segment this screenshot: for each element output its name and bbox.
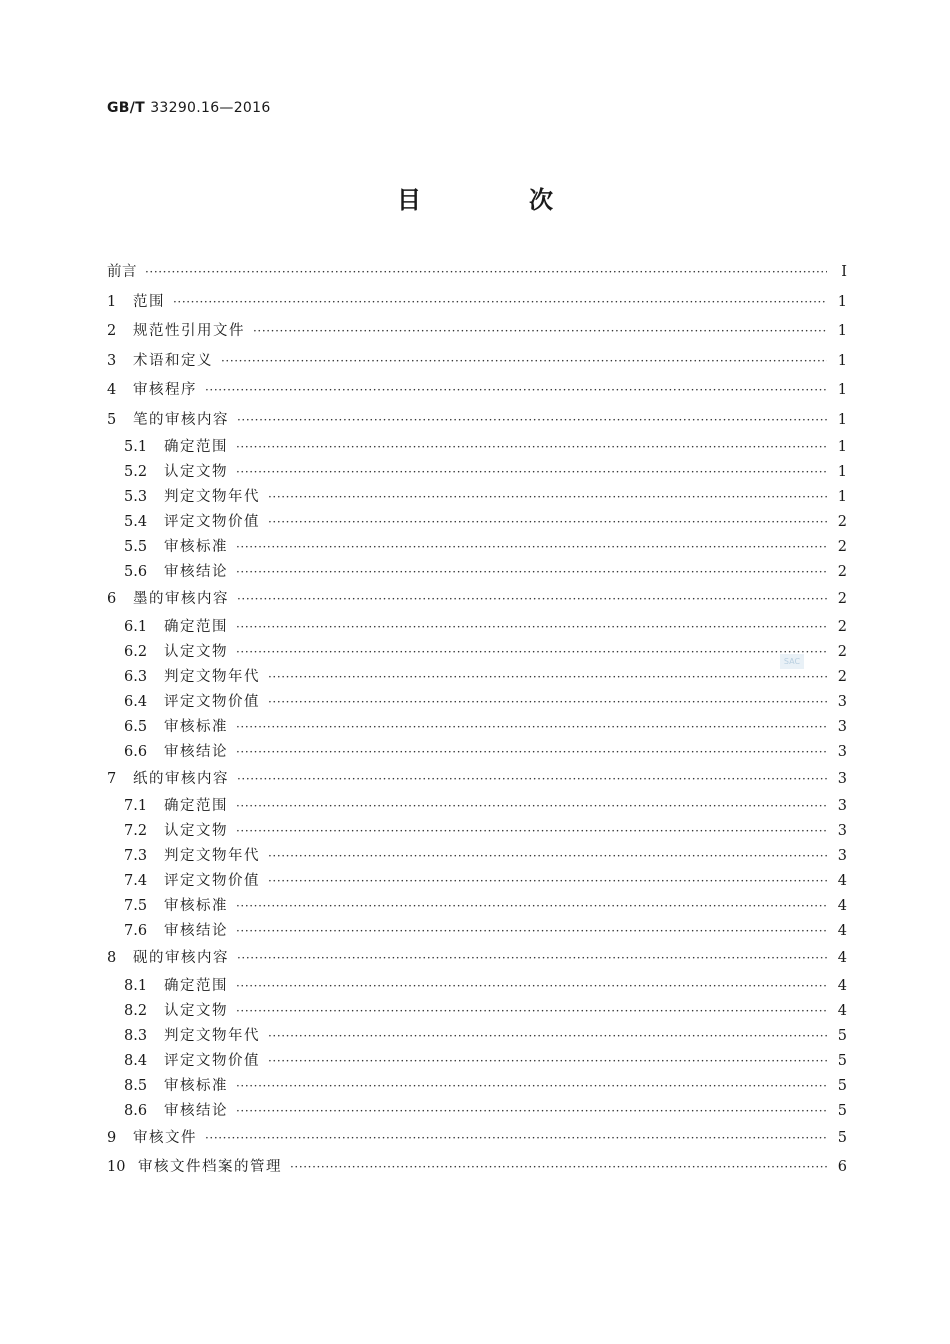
toc-leader-dots <box>236 919 827 944</box>
toc-page-number: 2 <box>837 668 847 685</box>
toc-leader-dots <box>236 1099 827 1124</box>
toc-entry[interactable] <box>107 317 847 347</box>
toc-leader-dots <box>237 406 827 436</box>
toc-subentry[interactable] <box>107 615 847 640</box>
toc-entry-number: 7.1 <box>124 798 148 814</box>
toc-entry-label: 砚的审核内容 <box>133 950 229 966</box>
toc-entry-number: 7.2 <box>124 823 148 839</box>
toc-leader-dots <box>236 560 827 585</box>
toc-entry-number: 3 <box>107 352 117 369</box>
toc-leader-dots <box>236 894 827 919</box>
toc-entry-number: 4 <box>107 382 117 398</box>
toc-entry-label: 审核标准 <box>164 539 228 555</box>
toc-entry-number: 5.1 <box>124 439 148 455</box>
toc-subentry[interactable] <box>107 690 847 715</box>
toc-entry-number: 6.1 <box>124 618 148 635</box>
toc-entry-number: 6.2 <box>124 643 148 660</box>
toc-subentry[interactable] <box>107 869 847 894</box>
toc-page-number: 1 <box>837 382 847 398</box>
toc-entry-label: 审核文件档案的管理 <box>138 1159 282 1175</box>
toc-entry-label: 评定文物价值 <box>164 693 260 710</box>
toc-page-number: 6 <box>837 1159 847 1175</box>
toc-entry-number: 10 <box>107 1159 126 1175</box>
toc-page-number: 4 <box>837 1002 847 1019</box>
toc-entry-label: 审核标准 <box>164 898 228 914</box>
toc-page-number: 2 <box>837 539 847 555</box>
toc-entry-label: 范围 <box>133 293 165 310</box>
toc-subentry[interactable] <box>107 1099 847 1124</box>
toc-page-number: 3 <box>837 770 847 787</box>
toc-entry-label: 确定范围 <box>164 977 228 994</box>
toc-leader-dots <box>268 1049 827 1074</box>
toc-leader-dots <box>205 376 827 406</box>
toc-leader-dots <box>205 1124 827 1154</box>
toc-leader-dots <box>236 715 827 740</box>
toc-entry-label: 认定文物 <box>164 643 228 660</box>
toc-page-number: 1 <box>837 464 847 480</box>
toc-entry-label: 纸的审核内容 <box>133 770 229 787</box>
standard-code <box>107 100 271 116</box>
toc-entry-label: 确定范围 <box>164 798 228 814</box>
page-title: 目 次 <box>397 186 595 214</box>
toc-page-number: 2 <box>837 618 847 635</box>
toc-entry[interactable] <box>107 406 847 436</box>
toc-page-number: 3 <box>837 743 847 760</box>
toc-leader-dots <box>236 999 827 1024</box>
toc-leader-dots <box>268 869 827 894</box>
toc-entry-label: 墨的审核内容 <box>133 591 229 607</box>
toc-page-number: 3 <box>837 718 847 735</box>
toc-entry-label: 评定文物价值 <box>164 1052 260 1069</box>
toc-leader-dots <box>221 347 827 377</box>
toc-page-number: 4 <box>837 950 847 966</box>
toc-entry-number: 5.3 <box>124 489 148 505</box>
toc-leader-dots <box>236 460 827 485</box>
toc-subentry[interactable] <box>107 640 847 665</box>
toc-entry-number: 6.3 <box>124 668 148 685</box>
toc-page-number: 3 <box>837 848 847 864</box>
toc-leader-dots <box>236 535 827 560</box>
toc-entry-label: 审核结论 <box>164 564 228 580</box>
toc-subentry[interactable] <box>107 485 847 510</box>
toc-subentry[interactable] <box>107 665 847 690</box>
toc-entry-label: 判定文物年代 <box>164 489 260 505</box>
toc-leader-dots <box>268 844 827 869</box>
toc-entry-number: 6.6 <box>124 743 148 760</box>
toc-page-number: 4 <box>837 923 847 939</box>
toc-entry[interactable] <box>107 944 847 974</box>
toc-leader-dots <box>236 794 827 819</box>
toc-leader-dots <box>236 435 827 460</box>
toc-entry-number: 6.4 <box>124 693 148 710</box>
toc-leader-dots <box>236 740 827 765</box>
toc-entry-label: 审核标准 <box>164 718 228 735</box>
toc-leader-dots <box>268 485 827 510</box>
toc-page-number: 1 <box>837 439 847 455</box>
toc-entry[interactable] <box>107 347 847 377</box>
toc-leader-dots <box>236 974 827 999</box>
toc-leader-dots <box>236 1074 827 1099</box>
toc-entry-label: 认定文物 <box>164 823 228 839</box>
toc-leader-dots <box>237 585 827 615</box>
toc-entry-number: 8.1 <box>124 977 148 994</box>
toc-subentry[interactable] <box>107 1024 847 1049</box>
toc-page-number: 5 <box>837 1129 847 1146</box>
toc-subentry[interactable] <box>107 894 847 919</box>
toc-entry-label: 审核结论 <box>164 743 228 760</box>
toc-entry[interactable] <box>107 288 847 318</box>
toc-subentry[interactable] <box>107 535 847 560</box>
toc-entry-label: 审核文件 <box>133 1129 197 1146</box>
toc-entry[interactable] <box>107 376 847 406</box>
toc-leader-dots <box>290 1153 827 1183</box>
toc-entry-label: 审核结论 <box>164 923 228 939</box>
toc-entry-label: 审核程序 <box>133 382 197 398</box>
toc-subentry[interactable] <box>107 740 847 765</box>
toc-entry-number: 8.2 <box>124 1002 148 1019</box>
toc-entry-label: 确定范围 <box>164 618 228 635</box>
toc-leader-dots <box>236 615 827 640</box>
toc-leader-dots <box>236 640 827 665</box>
toc-entry-label: 笔的审核内容 <box>133 411 229 428</box>
standard-number: 33290.16—2016 <box>150 100 271 116</box>
toc-entry-number: 8.4 <box>124 1052 148 1069</box>
toc-page-number: 5 <box>837 1077 847 1094</box>
toc-entry-number: 5 <box>107 411 117 428</box>
toc-subentry[interactable] <box>107 460 847 485</box>
toc-entry-number: 8.6 <box>124 1102 148 1119</box>
toc-entry-number: 1 <box>107 293 117 310</box>
toc-subentry[interactable] <box>107 1049 847 1074</box>
toc-entry[interactable] <box>107 765 847 795</box>
toc-entry-label: 认定文物 <box>164 464 228 480</box>
toc-page-number: 5 <box>837 1052 847 1069</box>
toc-subentry[interactable] <box>107 560 847 585</box>
toc-page-number: 2 <box>837 591 847 607</box>
toc-entry-number: 8 <box>107 950 117 966</box>
toc-subentry[interactable] <box>107 844 847 869</box>
toc-page-number: 2 <box>837 514 847 530</box>
toc-page-number: Ⅰ <box>841 264 847 280</box>
toc-entry-label: 评定文物价值 <box>164 873 260 889</box>
toc-subentry[interactable] <box>107 510 847 535</box>
toc-entry-label: 术语和定义 <box>133 352 213 369</box>
toc-subentry[interactable] <box>107 919 847 944</box>
standard-prefix: GB/T <box>107 100 146 116</box>
toc-page-number: 3 <box>837 798 847 814</box>
toc-entry-label: 评定文物价值 <box>164 514 260 530</box>
toc-leader-dots <box>145 258 827 288</box>
toc-leader-dots <box>268 1024 827 1049</box>
toc-page-number: 2 <box>837 564 847 580</box>
toc-entry-label: 审核标准 <box>164 1077 228 1094</box>
toc-subentry[interactable] <box>107 715 847 740</box>
toc-leader-dots <box>268 665 827 690</box>
toc-subentry[interactable] <box>107 974 847 999</box>
toc-entry-number: 7.5 <box>124 898 148 914</box>
toc-entry-label: 审核结论 <box>164 1102 228 1119</box>
toc-page-number: 1 <box>837 411 847 428</box>
toc-entry-number: 2 <box>107 323 117 339</box>
toc-entry-number: 8.5 <box>124 1077 148 1094</box>
toc-subentry[interactable] <box>107 999 847 1024</box>
toc-entry-number: 9 <box>107 1129 117 1146</box>
toc-entry-label: 确定范围 <box>164 439 228 455</box>
toc-page-number: 1 <box>837 352 847 369</box>
toc-page-number: 5 <box>837 1102 847 1119</box>
toc-entry-number: 5.5 <box>124 539 148 555</box>
toc-entry-number: 5.2 <box>124 464 148 480</box>
toc-entry-label: 认定文物 <box>164 1002 228 1019</box>
table-of-contents <box>107 258 847 1183</box>
toc-entry-number: 5.6 <box>124 564 148 580</box>
toc-entry-number: 7.6 <box>124 923 148 939</box>
toc-entry[interactable] <box>107 258 847 288</box>
toc-entry-number: 8.3 <box>124 1027 148 1044</box>
toc-page-number: 4 <box>837 977 847 994</box>
toc-leader-dots <box>237 944 827 974</box>
sac-watermark: SAC <box>780 654 804 669</box>
toc-subentry[interactable] <box>107 435 847 460</box>
toc-page-number: 3 <box>837 823 847 839</box>
toc-leader-dots <box>236 819 827 844</box>
toc-entry[interactable] <box>107 1124 847 1154</box>
toc-page-number: 3 <box>837 693 847 710</box>
toc-entry-label: 规范性引用文件 <box>133 323 245 339</box>
toc-entry-label: 判定文物年代 <box>164 668 260 685</box>
toc-entry-number: 6 <box>107 591 117 607</box>
toc-leader-dots <box>268 510 827 535</box>
toc-entry[interactable] <box>107 585 847 615</box>
toc-subentry[interactable] <box>107 794 847 819</box>
toc-entry-number: 7 <box>107 770 117 787</box>
toc-subentry[interactable] <box>107 1074 847 1099</box>
toc-entry-number: 7.3 <box>124 848 148 864</box>
toc-entry-number: 5.4 <box>124 514 148 530</box>
toc-page-number: 1 <box>837 323 847 339</box>
toc-entry-label: 判定文物年代 <box>164 1027 260 1044</box>
toc-entry[interactable] <box>107 1153 847 1183</box>
toc-page-number: 1 <box>837 293 847 310</box>
toc-leader-dots <box>253 317 827 347</box>
toc-page-number: 1 <box>837 489 847 505</box>
toc-page-number: 5 <box>837 1027 847 1044</box>
toc-leader-dots <box>268 690 827 715</box>
toc-page-number: 2 <box>837 643 847 660</box>
toc-entry-label: 判定文物年代 <box>164 848 260 864</box>
toc-page-number: 4 <box>837 898 847 914</box>
toc-leader-dots <box>173 288 827 318</box>
toc-entry-number: 7.4 <box>124 873 148 889</box>
toc-entry-number: 6.5 <box>124 718 148 735</box>
toc-page-number: 4 <box>837 873 847 889</box>
toc-subentry[interactable] <box>107 819 847 844</box>
toc-leader-dots <box>237 765 827 795</box>
toc-entry-label: 前言 <box>107 264 137 280</box>
